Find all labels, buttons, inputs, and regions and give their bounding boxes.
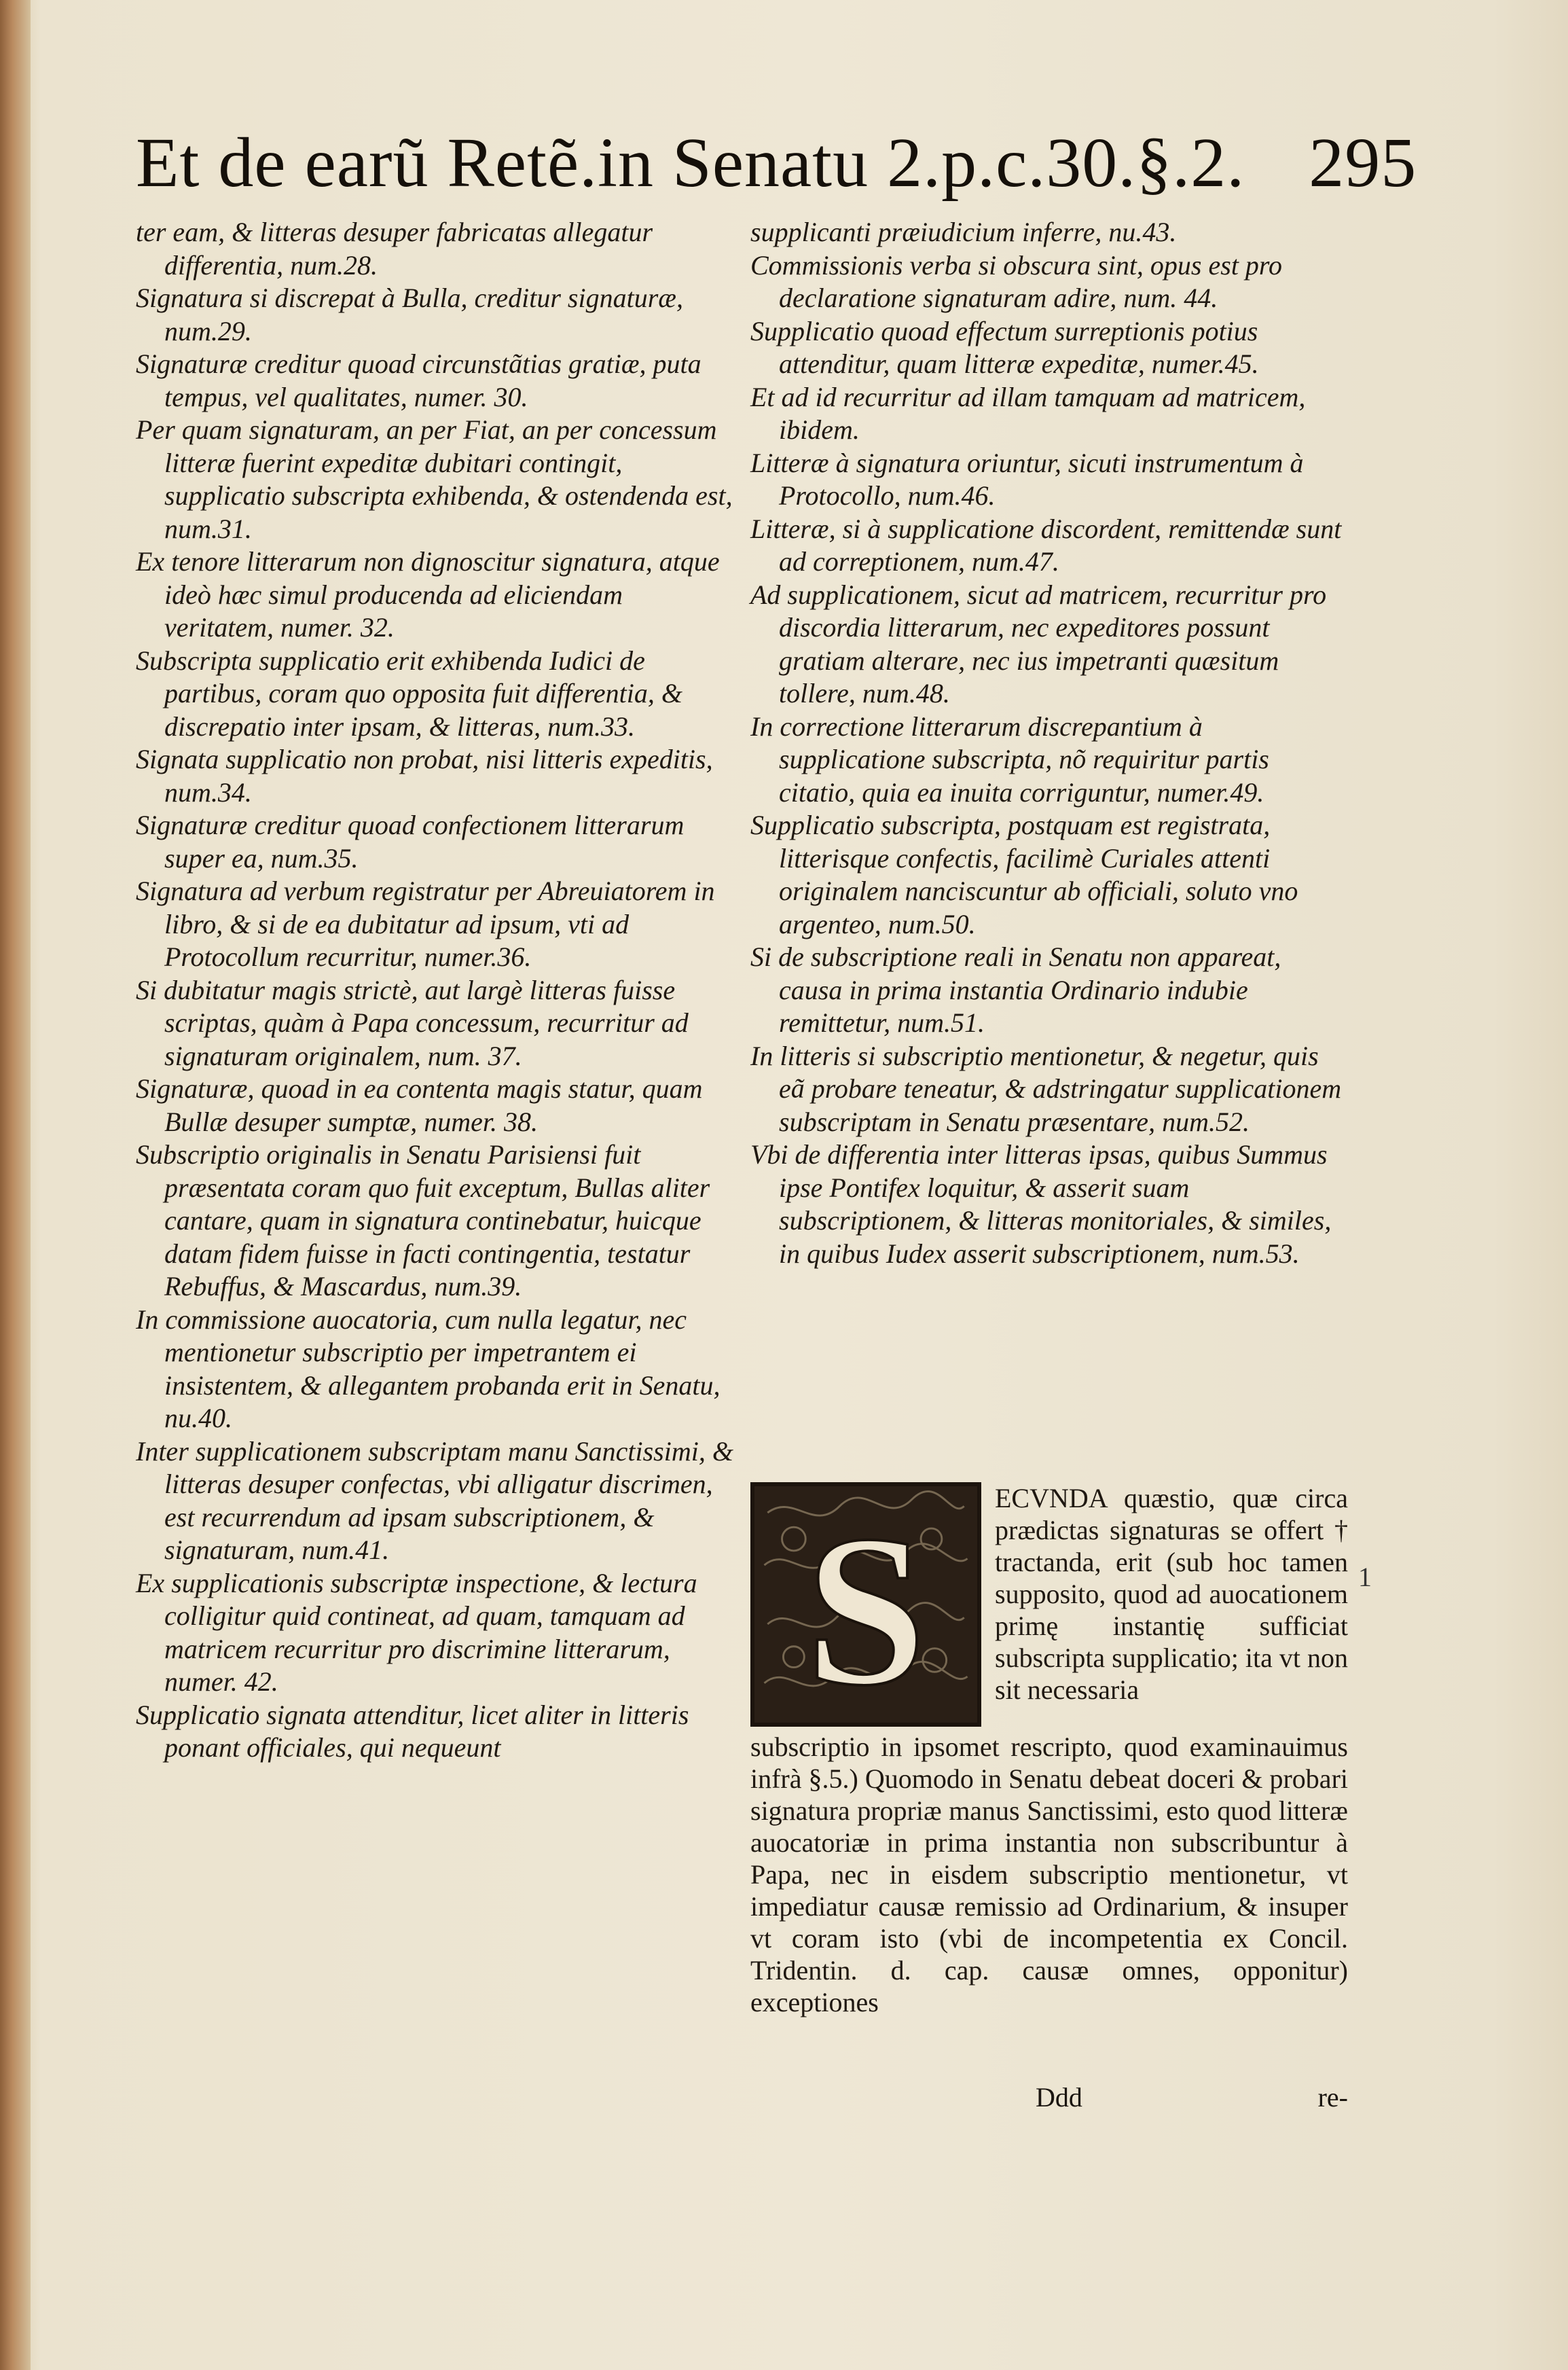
summary-entry: Subscriptio originalis in Senatu Parisiensi fuit præsentata coram quo fuit exceptum, Bullas aliter cantare, quam in signatura continebatur, huicque datam fidem fuisse in facti contingentia, testatur Rebuffus, & Mascardus, num.39. bbox=[136, 1139, 710, 1301]
summary-entry: Si de subscriptione reali in Senatu non appareat, causa in prima instantia Ordinario indubie remittetur, num.51. bbox=[750, 941, 1281, 1038]
summary-entry: In litteris si subscriptio mentionetur, & negetur, quis eã probare teneatur, & adstringatur supplicationem subscriptam in Senatu præsentare, num.52. bbox=[750, 1040, 1342, 1137]
summary-entry: Ex supplicationis subscriptæ inspectione, & lectura colligitur quid contineat, ad quam, tamquam ad matricem recurritur pro discrimine litterarum, numer. 42. bbox=[136, 1567, 697, 1697]
summary-entry: Et ad id recurritur ad illam tamquam ad matricem, ibidem. bbox=[750, 381, 1306, 445]
initial-letter: S bbox=[805, 1490, 926, 1723]
summary-column-right bbox=[750, 216, 1348, 1270]
summary-entry: In commissione auocatoria, cum nulla legatur, nec mentionetur subscriptio per impetrantem ei insistentem, & allegantem probanda erit in Senatu, nu.40. bbox=[136, 1304, 721, 1433]
summary-entry: Subscripta supplicatio erit exhibenda Iudici de partibus, coram quo opposita fuit differentia, & discrepatio inter ipsam, & litteras, num.33. bbox=[136, 645, 682, 742]
summary-entry: Supplicatio subscripta, postquam est registrata, litterisque confectis, facilimè Curiales attenti originalem nanciscuntur ab officiali, soluto vno argenteo, num.50. bbox=[750, 810, 1298, 939]
summary-entry: Ad supplicationem, sicut ad matricem, recurritur pro discordia litterarum, nec expeditores possunt gratiam alterare, nec ius impetranti quæsitum tollere, num.48. bbox=[750, 579, 1327, 708]
summary-entry: Signatura si discrepat à Bulla, creditur signaturæ, num.29. bbox=[136, 283, 683, 346]
summary-entry: ter eam, & litteras desuper fabricatas allegatur differentia, num.28. bbox=[136, 217, 653, 281]
summary-entry: In correctione litterarum discrepantium à supplicatione subscripta, nõ requiritur partis citatio, quia ea inuita corriguntur, numer.49. bbox=[750, 711, 1269, 808]
facing-page-edge bbox=[31, 170, 51, 2140]
running-header bbox=[136, 115, 1417, 211]
summary-column-left bbox=[136, 216, 733, 1765]
summary-entry: Per quam signaturam, an per Fiat, an per concessum litteræ fuerint expeditæ dubitari contingit, supplicatio subscripta exhibenda, & ostendenda est, num.31. bbox=[136, 414, 733, 544]
summary-entry: Signaturæ, quoad in ea contenta magis statur, quam Bullæ desuper sumptæ, numer. 38. bbox=[136, 1073, 703, 1137]
summary-entry: Signatura ad verbum registratur per Abreuiatorem in libro, & si de ea dubitatur ad ipsum, vti ad Protocollum recurritur, numer.36. bbox=[136, 876, 715, 972]
signature-mark: Ddd bbox=[1036, 2082, 1082, 2113]
summary-entry: Supplicatio quoad effectum surreptionis potius attenditur, quam litteræ expeditæ, numer.45. bbox=[750, 315, 1259, 379]
book-spine bbox=[0, 0, 31, 2370]
summary-entry: supplicanti præiudicium inferre, nu.43. bbox=[750, 217, 1177, 247]
paragraph-continuation: subscriptio in ipsomet rescripto, quod examinauimus infrà §.5.) Quomodo in Senatu debeat doceri & probari signatura propriæ manus Sanctissimi, esto quod litteræ auocatoriæ in prima instantia non subscribuntur à Papa, nec in eisdem subscriptio mentionetur, vt impediatur causæ remissio ad Ordinarium, & insuper vt coram isto (vbi de incompetentia ex Concil. Tridentin. d. cap. causæ omnes, opponitur) exceptiones bbox=[750, 1731, 1348, 2017]
summary-entry: Signata supplicatio non probat, nisi litteris expeditis, num.34. bbox=[136, 744, 713, 808]
summary-entry: Litteræ, si à supplicatione discordent, remittendæ sunt ad correptionem, num.47. bbox=[750, 513, 1342, 577]
summary-entry: Signaturæ creditur quoad circunstãtias gratiæ, puta tempus, vel qualitates, numer. 30. bbox=[136, 348, 701, 412]
summary-entry: Vbi de differentia inter litteras ipsas, quibus Summus ipse Pontifex loquitur, & asserit suam subscriptionem, & litteras monitoriales, & similes, in quibus Iudex asserit subscriptionem, num.53. bbox=[750, 1139, 1332, 1269]
summary-entry: Inter supplicationem subscriptam manu Sanctissimi, & litteras desuper confectas, vbi alligatur discrimen, est recurrendum ad ipsam subscriptionem, & signaturam, num.41. bbox=[136, 1435, 733, 1565]
main-text bbox=[750, 1482, 1348, 2018]
running-title: Et de earũ Retẽ.in Senatu 2.p.c.30.§.2. bbox=[136, 124, 1245, 202]
opening-paragraph: ECVNDA quæstio, quæ circa prædictas signaturas se offert † tractanda, erit (sub hoc tamen supposito, quod ad auocationem primę instantię sufficiat subscripta supplicatio; ita vt non sit necessaria bbox=[995, 1483, 1348, 1705]
summary-entry: Commissionis verba si obscura sint, opus est pro declaratione signaturam adire, num. 44. bbox=[750, 249, 1283, 313]
decorated-initial bbox=[750, 1482, 981, 1727]
catchword: re- bbox=[1317, 2082, 1348, 2113]
margin-note-number: 1 bbox=[1358, 1562, 1372, 1592]
summary-entry: Signaturæ creditur quoad confectionem litterarum super ea, num.35. bbox=[136, 810, 685, 874]
page-number: 295 bbox=[1309, 124, 1417, 202]
summary-entry: Litteræ à signatura oriuntur, sicuti instrumentum à Protocollo, num.46. bbox=[750, 447, 1304, 511]
summary-entry: Ex tenore litterarum non dignoscitur signatura, atque ideò hæc simul producenda ad eliciendam veritatem, numer. 32. bbox=[136, 546, 720, 643]
summary-entry: Supplicatio signata attenditur, licet aliter in litteris ponant officiales, qui nequeunt bbox=[136, 1699, 689, 1763]
summary-entry: Si dubitatur magis strictè, aut largè litteras fuisse scriptas, quàm à Papa concessum, recurritur ad signaturam originalem, num. 37. bbox=[136, 974, 689, 1071]
